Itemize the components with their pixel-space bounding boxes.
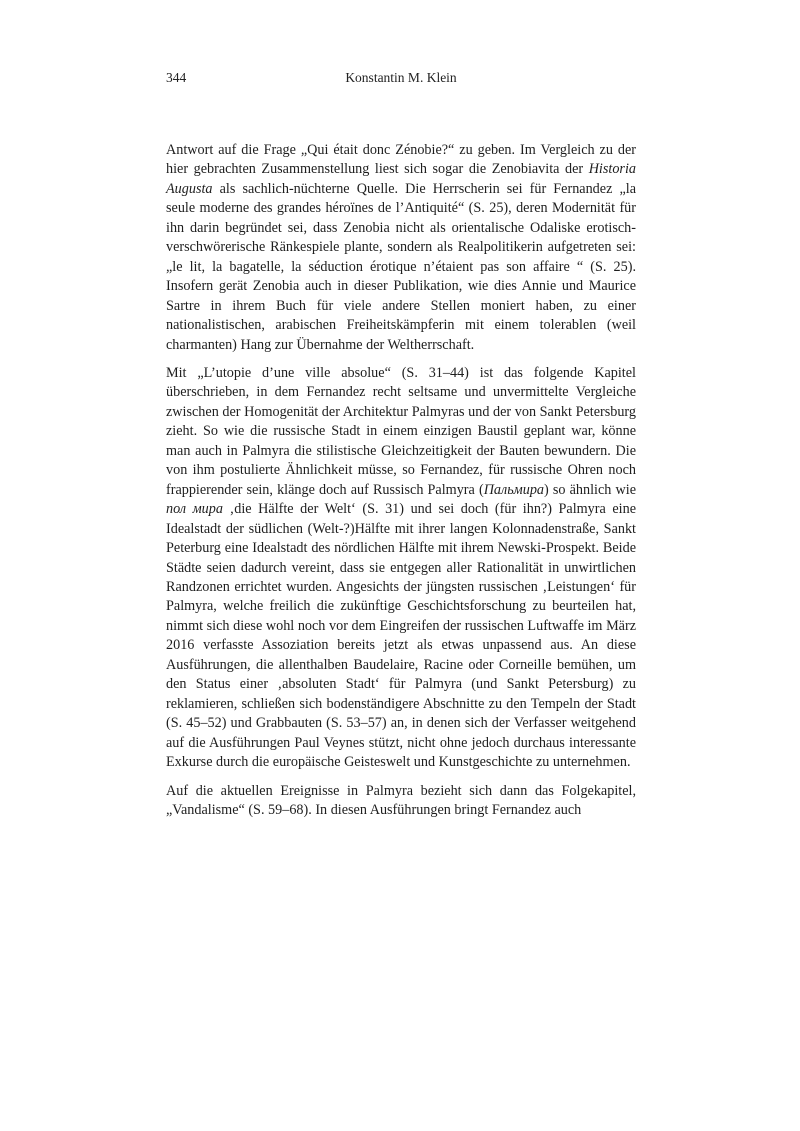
text-segment: als sachlich-nüchterne Quelle. Die Herrscherin sei für Fernandez „la seule moderne des grandes héroïnes de l’Antiquité“ (S. 25), deren Modernität für ihn darin begründet sei, dass Zenobia nicht als orientalische Odaliske erotisch-verschwörerische Ränkespiele plante, sondern als Realpolitikerin aufgetreten sei: „le lit, la bagatelle, la séduction érotique n’étaient pas son affaire “ (S. 25). Insofern gerät Zenobia auch in dieser Publikation, wie dies Annie und Maurice Sartre in ihrem Buch für viele andere Stellen moniert haben, zu einer nationalistischen, arabischen Freiheitskämpferin mit einem tolerablen (weil charmanten) Hang zur Übernahme der Weltherrschaft. [166,180,636,353]
italic-text-segment: Historia Augusta [166,161,636,197]
page-header [166,69,636,86]
text-segment: Auf die aktuellen Ereignisse in Palmyra bezieht sich dann das Folgekapitel, „Vandalisme“ (S. 59–68). In diesen Ausführungen bringt Fernandez auch [166,782,636,818]
running-head: Konstantin M. Klein [345,70,457,85]
paragraph [166,782,636,821]
text-segment: Antwort auf die Frage „Qui était donc Zénobie?“ zu geben. Im Vergleich zu der hier gebrachten Zusammenstellung liest sich sogar die Zenobiavita der [166,142,636,178]
text-segment: ) so ähnlich wie [544,481,636,498]
text-segment: ‚die Hälfte der Welt‘ (S. 31) und sei doch (für ihn?) Palmyra eine Idealstadt der südlichen (Welt-?)Hälfte mit ihrer langen Kolonnadenstraße, Sankt Peterburg eine Idealstadt des nördlichen Hälfte mit ihrem Newski-Prospekt. Beide Städte seien dadurch vereint, dass sie entgegen aller Rationalität in unwirtlichen Randzonen errichtet wurden. Angesichts der jüngsten russischen ‚Leistungen‘ für Palmyra, welche freilich die zukünftige Geschichtsforschung zu beurteilen hat, nimmt sich diese wohl noch vor dem Eingreifen der russischen Luftwaffe im März 2016 verfasste Assoziation bereits jetzt als etwas unpassend aus. An diese Ausführungen, die allenthalben Baudelaire, Racine oder Corneille bemühen, um den Status einer ‚absoluten Stadt‘ für Palmyra (und Sankt Petersburg) zu reklamieren, schließen sich bodenständigere Abschnitte zu den Tempeln der Stadt (S. 45–52) und Grabbauten (S. 53–57) an, in denen sich der Verfasser weitgehend auf die Ausführungen Paul Veynes stützt, nicht ohne jedoch durchaus interessante Exkurse durch die europäische Geisteswelt und Kunstgeschichte zu unternehmen. [166,501,636,771]
paragraph [166,364,636,773]
page-number: 344 [166,70,187,85]
text-segment: Mit „L’utopie d’une ville absolue“ (S. 31–44) ist das folgende Kapitel überschrieben, in dem Fernandez recht seltsame und unvermittelte Vergleiche zwischen der Homogenität der Architektur Palmyras und der von Sankt Petersburg zieht. So wie die russische Stadt in einem einzigen Baustil geplant war, könne man auch in Palmyra die stilistische Gleichzeitigkeit der Bauten bewundern. Die von ihm postulierte Ähnlichkeit müsse, so Fernandez, für russische Ohren noch frappierender sein, klänge doch auf Russisch Palmyra ( [166,364,636,498]
italic-text-segment: Пальмира [483,481,545,498]
italic-text-segment: пол мира [166,501,223,518]
body-text [166,141,636,829]
paragraph [166,141,636,355]
